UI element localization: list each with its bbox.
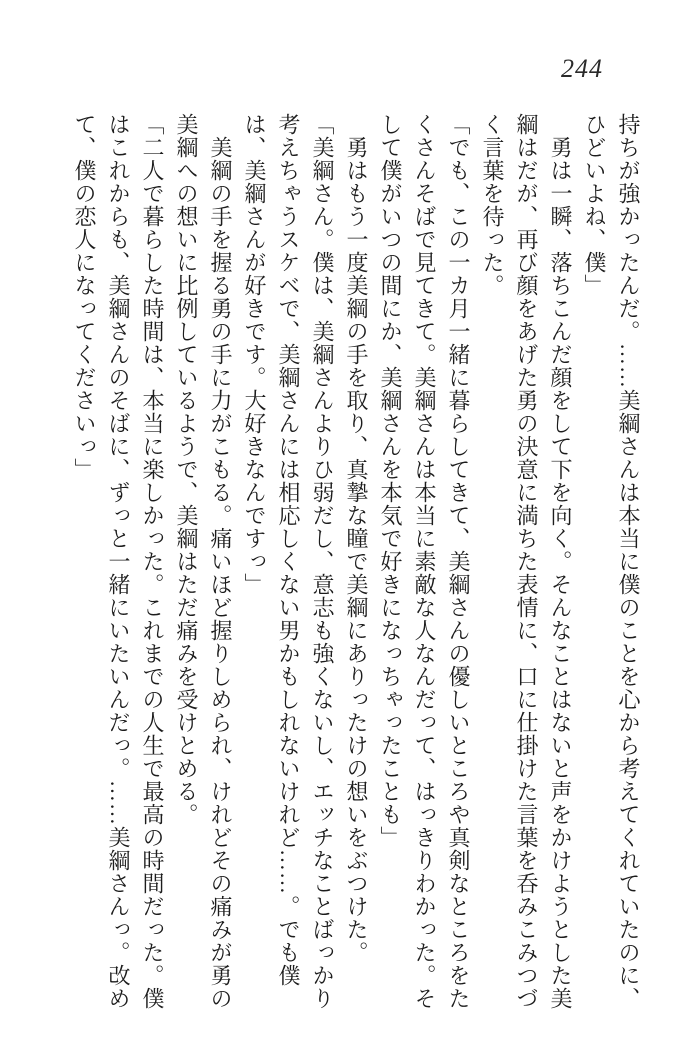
paragraph-narration: 美綱の手を握る勇の手に力がこもる。痛いほど握りしめられ、けれどその痛みが勇の美綱への想いに比例しているようで、美綱はただ痛みを受けとめる。 <box>174 113 233 1010</box>
paragraph-continuation: 持ちが強かったんだ。……美綱さんは本当に僕のことを心から考えてくれていたのに、ひどいよね、僕」 <box>582 113 641 1010</box>
page-number: 244 <box>561 54 603 83</box>
text-body <box>67 113 645 1013</box>
paragraph-dialogue: 「でも、この一カ月一緒に暮らしてきて、美綱さんの優しいところや真剣なところをたくさんそばで見てきて。美綱さんは本当に素敵な人なんだって、はっきりわかった。そして僕がいつの間にか、美綱さんを本気で好きになっちゃったことも」 <box>378 113 471 1010</box>
paragraph-dialogue: 「美綱さん。僕は、美綱さんよりひ弱だし、意志も強くないし、エッチなことばっかり考えちゃうスケベで、美綱さんには相応しくない男かもしれないけれど……。でも僕は、美綱さんが好きです。大好きなんですっ」 <box>242 113 335 1010</box>
paragraph-narration: 勇は一瞬、落ちこんだ顔をして下を向く。そんなことはないと声をかけようとした美綱はだが、再び顔をあげた勇の決意に満ちた表情に、口に仕掛けた言葉を呑みこみつづく言葉を待った。 <box>480 113 573 1010</box>
paragraph-dialogue: 「二人で暮らした時間は、本当に楽しかった。これまでの人生で最高の時間だった。僕はこれからも、美綱さんのそばに、ずっと一緒にいたいんだっ。……美綱さんっ。改めて、僕の恋人になってくださいっ」 <box>72 113 165 1010</box>
paragraph-narration: 勇はもう一度美綱の手を取り、真摯な瞳で美綱にありったけの想いをぶつけた。 <box>344 113 369 964</box>
